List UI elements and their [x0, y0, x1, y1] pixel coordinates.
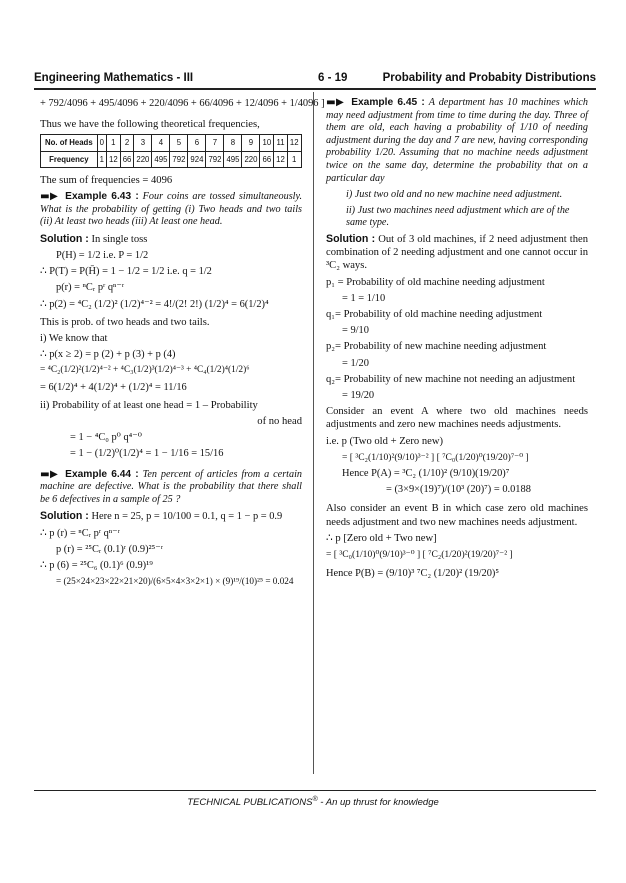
equation: = 19/20 [342, 389, 375, 401]
table-cell: 11 [274, 135, 288, 151]
table-cell: 792 [206, 151, 224, 167]
definition: p₂= Probability of new machine needing adjustment [326, 341, 547, 353]
example-6-45 [326, 97, 588, 185]
publisher-name: TECHNICAL PUBLICATIONS [187, 797, 313, 809]
solution-intro: In single toss [91, 233, 148, 245]
example-label: Example 6.43 : [65, 191, 139, 203]
body-text: This is prob. of two heads and two tails. [40, 316, 210, 328]
table-cell: 792 [170, 151, 188, 167]
definition: q₁= Probability of old machine needing adjustment [326, 308, 543, 320]
body-text: of no head [257, 416, 302, 428]
left-column [40, 95, 325, 591]
example-part-i: i) Just two old and no new machine need adjustment. [346, 189, 563, 201]
table-cell: 12 [107, 151, 121, 167]
column-divider [313, 92, 314, 774]
registered-mark: ® [312, 796, 318, 803]
book-title: Engineering Mathematics - III [34, 72, 194, 84]
table-cell: 220 [134, 151, 152, 167]
solution-label: Solution : [326, 232, 376, 245]
table-cell: 5 [170, 135, 188, 151]
body-text: ∴ p [Zero old + Two new] [326, 532, 437, 544]
equation: Hence P(A) = ³C₂ (1/10)² (9/10)(19/20)⁷ [342, 467, 510, 479]
table-row-heads [41, 135, 302, 151]
table-cell: 3 [134, 135, 152, 151]
equation: ∴ p (r) = ⁿCᵣ pʳ qⁿ⁻ʳ [40, 527, 120, 539]
example-part-ii: ii) Just two machines need adjustment which are of the same type. [346, 204, 570, 229]
equation: = 1 = 1/10 [342, 292, 386, 304]
table-cell: 1 [287, 151, 301, 167]
theoretical-intro: Thus we have the following theoretical frequencies, [40, 119, 260, 131]
table-cell: 0 [97, 135, 106, 151]
equation: = [ ³C₀(1/10)⁰(9/10)³⁻⁰ ] [ ⁷C₂(1/20)²(19/20)⁷⁻² ] [326, 549, 513, 560]
table-cell: 7 [206, 135, 224, 151]
example-label: Example 6.45 : [351, 97, 425, 108]
body-text: Consider an event A where two old machines needs adjustments and zero new machines needs adjustments. [326, 406, 588, 431]
equation: = [ ³C₂(1/10)²(9/10)³⁻² ] [ ⁷C₀(1/20)⁰(19/20)⁷⁻⁰ ] [342, 451, 529, 463]
table-cell: 10 [260, 135, 274, 151]
definition: q₂= Probability of new machine not needing an adjustment [326, 373, 576, 385]
sum-tail-equation: + 792/4096 + 495/4096 + 220/4096 + 66/4096 + 12/4096 + 1/4096 ] [40, 98, 325, 109]
table-cell: 495 [152, 151, 170, 167]
equation: Hence P(B) = (9/10)³ ⁷C₂ (1/20)² (19/20)⁵ [326, 568, 500, 580]
frequency-table [40, 134, 302, 167]
table-cell: 12 [287, 135, 301, 151]
equation: = 1/20 [342, 357, 369, 369]
example-label: Example 6.44 : [65, 468, 139, 480]
table-cell: 12 [274, 151, 288, 167]
equation: = 9/10 [342, 325, 369, 337]
arrow-icon: ▬▶ [326, 97, 345, 108]
table-cell: 66 [120, 151, 134, 167]
equation: = 6(1/2)⁴ + 4(1/2)⁴ + (1/2)⁴ = 11/16 [40, 381, 187, 393]
body-text: ii) Probability of at least one head = 1 – Probability [40, 399, 258, 411]
equation: = (3×9×(19)⁷)/(10³ (20)⁷) = 0.0188 [386, 484, 531, 496]
example-6-43 [40, 191, 302, 229]
table-cell: 66 [260, 151, 274, 167]
example-text: Four coins are tossed simultaneously. What is the probability of getting (i) Two heads and two tails (ii) At least two heads (iii) At least one head. [40, 191, 303, 228]
equation: P(H) = 1/2 i.e. P = 1/2 [56, 250, 149, 261]
solution-text: Out of 3 old machines, if 2 need adjustment then combination of 2 needing adjustment and one cannot occur in ³C₂ ways. [326, 233, 588, 272]
equation: = (25×24×23×22×21×20)/(6×5×4×3×2×1) × (9)¹⁹/(10)²⁵ = 0.024 [56, 576, 294, 587]
example-text: Ten percent of articles from a certain machine are defective. What is the probability that there shall be 6 defectives in a sample of 25 ? [40, 468, 303, 505]
right-column [326, 95, 588, 583]
page-footer [0, 796, 626, 808]
table-cell: 220 [242, 151, 260, 167]
arrow-icon: ▬▶ [40, 468, 59, 480]
body-text: i.e. p (Two old + Zero new) [326, 435, 444, 447]
equation: p (r) = ²⁵Cᵣ (0.1)ʳ (0.9)²⁵⁻ʳ [56, 543, 164, 555]
publisher-tagline: - An up thrust for knowledge [317, 797, 439, 809]
body-text: i) We know that [40, 333, 108, 345]
arrow-icon: ▬▶ [40, 191, 59, 203]
table-cell: 495 [224, 151, 242, 167]
table-cell: 1 [107, 135, 121, 151]
table-cell: 924 [188, 151, 206, 167]
page-header [34, 72, 596, 88]
equation: = ⁴C₂(1/2)²(1/2)⁴⁻² + ⁴C₃(1/2)³(1/2)⁴⁻³ + ⁴C₄(1/2)⁴(1/2)⁶ [40, 365, 250, 376]
definition: p₁ = Probability of old machine needing adjustment [326, 276, 545, 288]
solution-label: Solution : [40, 232, 89, 245]
equation: ∴ p(2) = ⁴C₂ (1/2)² (1/2)⁴⁻² = 4!/(2! 2!) (1/2)⁴ = 6(1/2)⁴ [40, 298, 269, 310]
sum-of-frequencies: The sum of frequencies = 4096 [40, 174, 173, 186]
footer-rule [34, 790, 596, 791]
body-text: Also consider an event B in which case zero old machines needs adjustment and two new machines needs adjustment. [326, 503, 588, 528]
page-number: 6 - 19 [318, 72, 348, 84]
equation: ∴ P(T) = P(H̄) = 1 − 1/2 = 1/2 i.e. q = 1/2 [40, 266, 212, 278]
table-cell: 8 [224, 135, 242, 151]
example-text: A department has 10 machines which may need adjustment from time to time during the day. Three of them are old, each having a probability of 1/10 of needing adjustment during the day and 7 are new, having corresponding probability 1/20. Assuming that no machine needs adjustment twice on the same day, determine the probability that on a particular day [326, 97, 589, 184]
equation: ∴ p(x ≥ 2) = p (2) + p (3) + p (4) [40, 349, 176, 361]
equation: p(r) = ⁿCᵣ pʳ qⁿ⁻ʳ [56, 282, 125, 294]
equation: ∴ p (6) = ²⁵C₆ (0.1)⁶ (0.9)¹⁹ [40, 560, 153, 572]
equation: = 1 − ⁴C₀ p⁰ q⁴⁻⁰ [70, 432, 142, 444]
table-row-frequency [41, 151, 302, 167]
equation: = 1 − (1/2)⁰(1/2)⁴ = 1 − 1/16 = 15/16 [70, 448, 224, 460]
table-cell: 1 [97, 151, 106, 167]
example-6-44 [40, 469, 302, 507]
solution-line: Here n = 25, p = 10/100 = 0.1, q = 1 − p = 0.9 [91, 511, 283, 523]
table-cell: 9 [242, 135, 260, 151]
table-cell: 6 [188, 135, 206, 151]
chapter-title: Probability and Probabity Distributions [382, 72, 596, 84]
header-rule [34, 88, 596, 90]
table-cell: 2 [120, 135, 134, 151]
solution-label: Solution : [40, 510, 89, 523]
row-label-heads: No. of Heads [41, 135, 98, 151]
table-cell: 4 [152, 135, 170, 151]
row-label-frequency: Frequency [41, 151, 98, 167]
